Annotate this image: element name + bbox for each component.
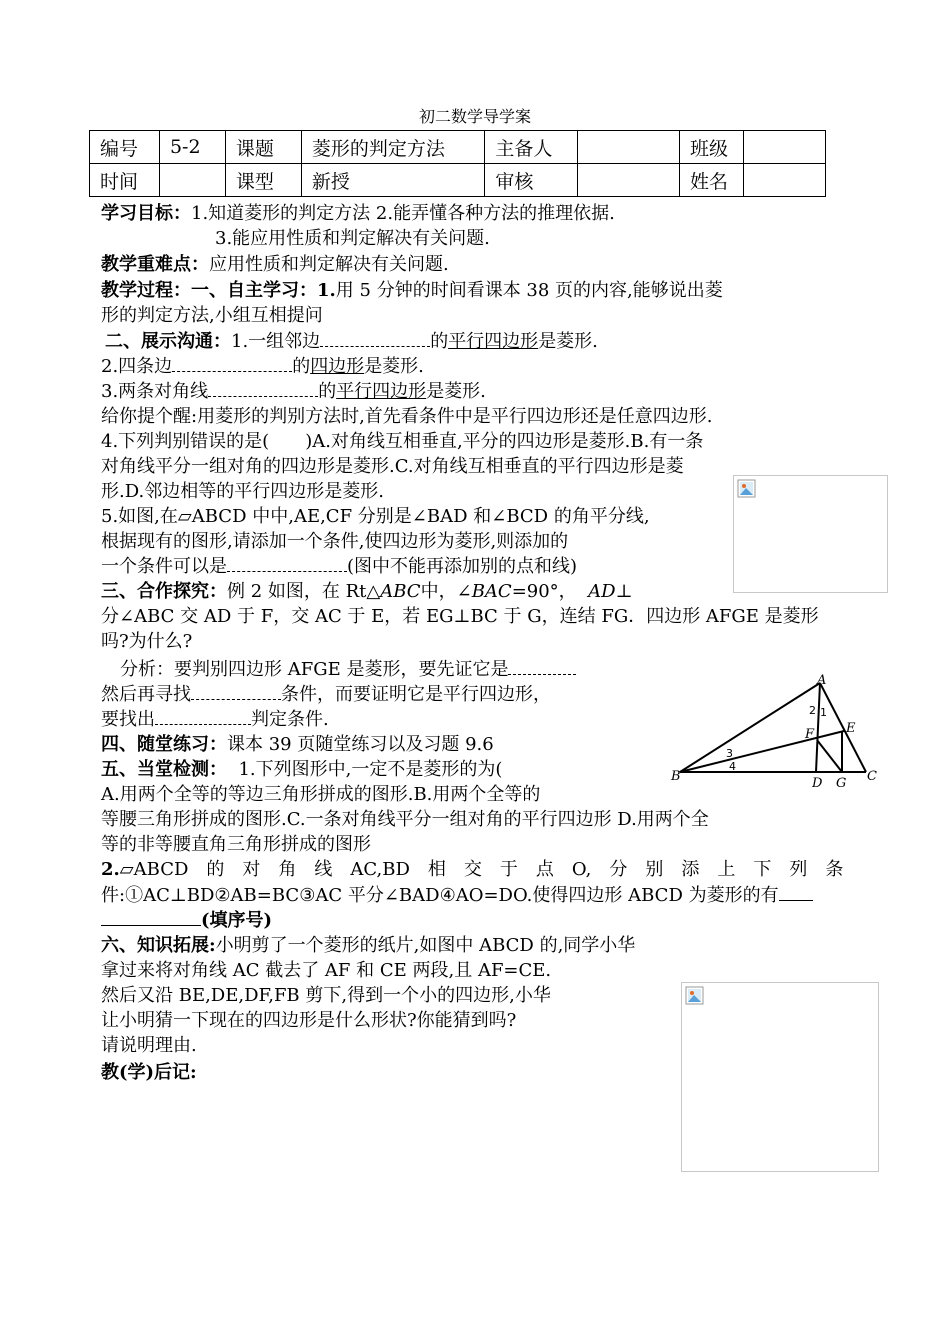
test-line-2: A.用两个全等的等边三角形拼成的图形.B.用两个全等的 — [101, 784, 541, 805]
extend-line-2: 拿过来将对角线 AC 截去了 AF 和 CE 两段,且 AF=CE. — [101, 960, 552, 981]
test-text: (填序号) — [201, 910, 273, 931]
segment-fg — [817, 740, 842, 772]
question-5-line-2: 根据现有的图形,请添加一个条件,使四边形为菱形,则添加的 — [101, 531, 569, 552]
test-line-1 — [101, 758, 502, 782]
label-angle-4: 4 — [729, 760, 736, 773]
analysis-text: 要找出 — [101, 709, 155, 730]
tip-line: 给你提个醒:用菱形的判别方法时,首先看条件中是平行四边形还是任意四边形. — [101, 406, 713, 427]
coop-text: =90°， — [511, 581, 577, 602]
segment-be — [680, 731, 844, 772]
fill-blank — [101, 909, 201, 926]
show-text: (图中不能再添加别的点和线) — [347, 556, 578, 577]
broken-image-icon — [685, 986, 705, 1006]
image-placeholder-rhombus — [681, 982, 879, 1172]
coop-text: 中，∠ — [420, 581, 472, 602]
show-text: 的 — [318, 381, 337, 402]
label-angle-2: 2 — [809, 704, 816, 717]
show-text: 是菱形. — [364, 356, 424, 377]
label-c: C — [867, 769, 877, 784]
goals-text: 1.知道菱形的判定方法 2.能弄懂各种方法的推理依据. — [191, 203, 615, 224]
practice-line — [101, 733, 494, 757]
goals-label: 学习目标： — [101, 203, 191, 224]
table-cell: 班级 — [679, 131, 743, 164]
show-text: 是菱形. — [426, 381, 486, 402]
goals-line-2: 3.能应用性质和判定解决有关问题. — [215, 228, 490, 249]
table-cell — [577, 164, 679, 197]
table-cell: 菱形的判定方法 — [301, 131, 484, 164]
fill-blank — [779, 884, 813, 901]
show-text: 3.两条对角线 — [101, 381, 209, 402]
table-cell: 审核 — [485, 164, 577, 197]
table-cell: 编号 — [90, 131, 160, 164]
test-q2-line-1 — [101, 858, 843, 882]
key-text: 应用性质和判定解决有关问题. — [209, 254, 449, 275]
process-line-1 — [101, 279, 723, 303]
table-cell: 主备人 — [485, 131, 577, 164]
coop-line-2: 分∠ABC 交 AD 于 F，交 AC 于 E，若 EG⊥BC 于 G，连结 FG．四边形 AFGE 是菱形 — [101, 606, 819, 627]
test-text: 2. — [101, 859, 120, 880]
coop-text: ABC — [380, 581, 421, 602]
extend-text: 小明剪了一个菱形的纸片,如图中 ABCD 的,同学小华 — [215, 935, 636, 956]
show-line-3 — [101, 380, 486, 404]
table-cell — [743, 131, 825, 164]
test-text: 件:①AC⊥BD②AB=BC③AC 平分∠BAD④AO=DO.使得四边形 ABCD 为菱形的有 — [101, 885, 779, 906]
fill-blank — [227, 557, 347, 572]
table-cell: 姓名 — [679, 164, 743, 197]
table-cell — [577, 131, 679, 164]
fill-blank — [508, 660, 576, 675]
show-text: 的 — [292, 356, 311, 377]
header-table — [89, 130, 826, 197]
table-cell: 课题 — [225, 131, 301, 164]
fill-blank — [191, 685, 281, 700]
segment-ad — [816, 683, 820, 772]
label-d: D — [812, 776, 823, 791]
label-e: E — [846, 721, 856, 736]
test-line-3: 等腰三角形拼成的图形.C.一条对角线平分一组对角的平行四边形 D.用两个全 — [101, 809, 709, 830]
show-text: 1.一组邻边 — [231, 331, 321, 352]
label-a: A — [817, 673, 827, 688]
page-title: 初二数学导学案 — [418, 107, 531, 126]
image-placeholder-parallelogram — [733, 475, 888, 593]
table-row — [90, 164, 826, 197]
show-text: 是菱形. — [538, 331, 598, 352]
analysis-text: 判定条件. — [251, 709, 329, 730]
label-angle-1: 1 — [820, 706, 827, 719]
table-row — [90, 131, 826, 164]
extend-line-5: 请说明理由. — [101, 1035, 197, 1056]
key-label: 教学重难点： — [101, 254, 209, 275]
test-label: 五、当堂检测： — [101, 759, 227, 780]
label-b: B — [671, 769, 681, 784]
extend-label: 六、知识拓展: — [101, 935, 216, 956]
triangle-figure — [668, 672, 878, 792]
show-line-2 — [101, 355, 424, 379]
coop-text: 例 2 如图，在 Rt△ — [227, 581, 381, 602]
table-cell: 新授 — [301, 164, 484, 197]
label-angle-3: 3 — [726, 747, 733, 760]
after-label: 教(学)后记: — [101, 1062, 197, 1083]
analysis-line-1 — [120, 658, 576, 682]
test-text: 1.下列图形中,一定不是菱形的为( — [238, 759, 503, 780]
show-label: 二、展示沟通： — [105, 331, 231, 352]
analysis-line-2 — [101, 683, 551, 707]
question-5-line-1: 5.如图,在▱ABCD 中中,AE,CF 分别是∠BAD 和∠BCD 的角平分线, — [101, 506, 650, 527]
practice-label: 四、随堂练习： — [101, 734, 227, 755]
label-g: G — [836, 776, 847, 791]
test-q2-line-3 — [101, 909, 272, 933]
coop-text: BAC — [471, 581, 512, 602]
coop-line-3: 吗?为什么? — [101, 631, 193, 652]
question-4-line-2: 对角线平分一组对角的四边形是菱形.C.对角线互相垂直的平行四边形是菱 — [101, 456, 684, 477]
analysis-line-3 — [101, 708, 329, 732]
extend-line-1 — [101, 934, 635, 958]
question-5-line-3 — [101, 555, 577, 579]
table-cell: 课型 — [225, 164, 301, 197]
show-text: 2.四条边 — [101, 356, 173, 377]
coop-text: ⊥ — [615, 581, 633, 602]
analysis-text: 条件，而要证明它是平行四边形， — [281, 684, 551, 705]
table-cell — [743, 164, 825, 197]
analysis-text: 然后再寻找 — [101, 684, 191, 705]
coop-text: AD — [588, 581, 616, 602]
test-line-4: 等的非等腰直角三角形拼成的图形 — [101, 834, 371, 855]
show-text: 四边形 — [310, 356, 365, 377]
show-text: 一个条件可以是 — [101, 556, 227, 577]
goals-line-1 — [101, 202, 615, 226]
process-label: 教学过程：一、自主学习： — [101, 280, 317, 301]
extend-line-4: 让小明猜一下现在的四边形是什么形状?你能猜到吗? — [101, 1010, 517, 1031]
test-text: ▱ABCD 的 对 角 线 AC,BD 相 交 于 点 O, 分 别 添 上 下 列 条 — [119, 859, 844, 880]
process-line-2: 形的判定方法,小组互相提问 — [101, 305, 323, 326]
process-text: 用 5 分钟的时间看课本 38 页的内容,能够说出菱 — [335, 280, 723, 301]
key-points-line — [101, 253, 449, 277]
test-q2-line-2 — [101, 884, 813, 908]
label-f: F — [805, 727, 815, 742]
table-cell: 时间 — [90, 164, 160, 197]
show-text: 的 — [430, 331, 449, 352]
practice-text: 课本 39 页随堂练习以及习题 9.6 — [227, 734, 494, 755]
table-cell: 5-2 — [159, 131, 225, 164]
question-4-line-1: 4.下列判别错误的是( )A.对角线互相垂直,平分的四边形是菱形.B.有一条 — [101, 431, 704, 452]
coop-label: 三、合作探究： — [101, 581, 227, 602]
process-num: 1. — [317, 280, 336, 301]
coop-line-1 — [101, 580, 633, 604]
table-cell — [159, 164, 225, 197]
segment-ba — [680, 683, 820, 772]
fill-blank — [172, 357, 292, 372]
show-line-1 — [105, 330, 598, 354]
question-4-line-3: 形.D.邻边相等的平行四边形是菱形. — [101, 481, 384, 502]
show-text: 平行四边形 — [336, 381, 427, 402]
extend-line-3: 然后又沿 BE,DE,DF,FB 剪下,得到一个小的四边形,小华 — [101, 985, 551, 1006]
broken-image-icon — [737, 479, 757, 499]
after-notes-line — [101, 1061, 197, 1085]
show-text: 平行四边形 — [448, 331, 539, 352]
analysis-text: 分析：要判别四边形 AFGE 是菱形，要先证它是 — [120, 659, 509, 680]
fill-blank — [208, 382, 318, 397]
fill-blank — [320, 332, 430, 347]
fill-blank — [155, 710, 251, 725]
